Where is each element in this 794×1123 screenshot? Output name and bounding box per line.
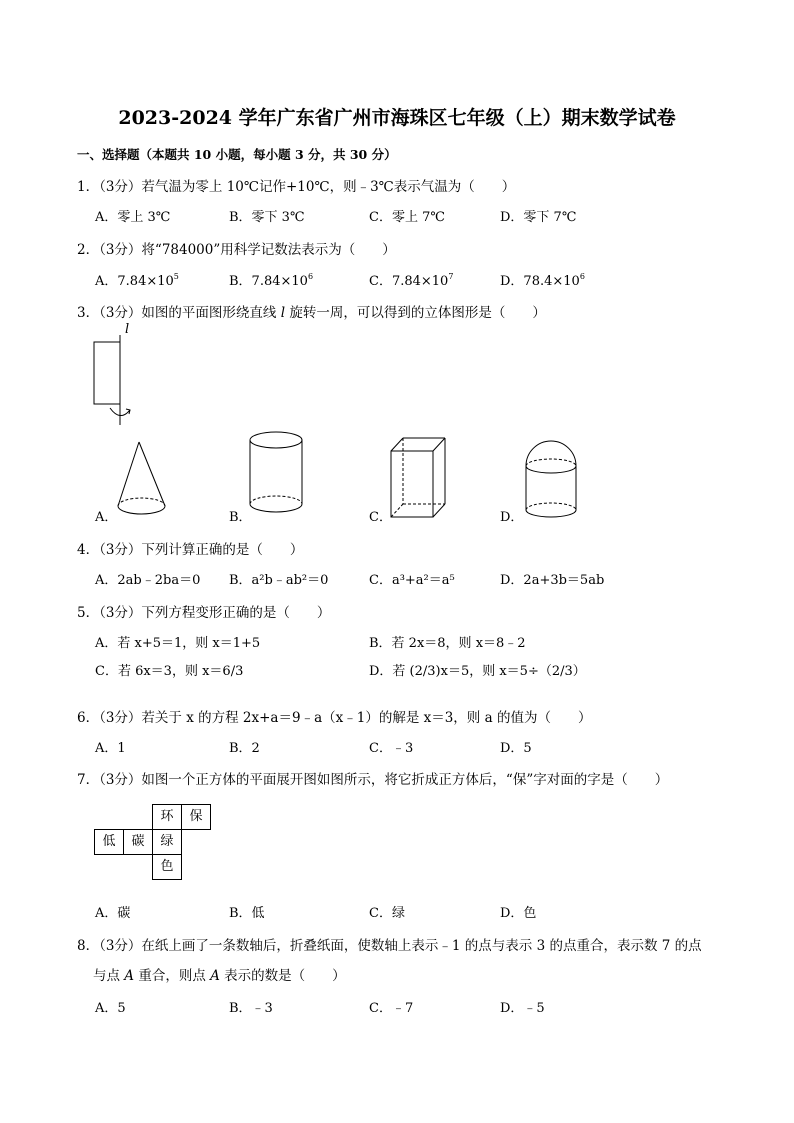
q6-option-d: D．5 bbox=[500, 741, 532, 756]
question-5-stem: 5．（3分）下列方程变形正确的是（ ） bbox=[77, 605, 331, 621]
q2-option-a: A．$7.84\times 10^5$ bbox=[95, 272, 179, 289]
q8-option-a: A．5 bbox=[95, 1001, 126, 1016]
q2-option-d: D．$78.4\times 10^6$ bbox=[500, 272, 585, 289]
net-cell-di: 低 bbox=[94, 829, 124, 855]
net-cell-bao: 保 bbox=[181, 804, 211, 830]
q1-option-a: A．零上 3℃ bbox=[95, 210, 171, 225]
q4-option-d: D．2a+3b＝5ab bbox=[500, 573, 605, 588]
net-cell-tan: 碳 bbox=[123, 829, 153, 855]
prism-figure bbox=[388, 436, 450, 521]
q4-option-a: A．2ab﹣2ba＝0 bbox=[95, 573, 201, 588]
q3-option-d: D． bbox=[500, 510, 524, 525]
cone-figure bbox=[115, 440, 175, 520]
q5-option-b: B．若 2x＝8，则 x＝8﹣2 bbox=[369, 636, 526, 651]
q7-option-b: B．低 bbox=[229, 906, 265, 921]
q5-option-a: A．若 x+5＝1，则 x＝1+5 bbox=[95, 636, 261, 651]
net-cell-lv: 绿 bbox=[152, 829, 182, 855]
q4-option-b: B．a²b﹣ab²＝0 bbox=[229, 573, 329, 588]
q8-option-c: C．﹣7 bbox=[369, 1001, 414, 1016]
q1-option-b: B．零下 3℃ bbox=[229, 210, 305, 225]
q2-option-b: B．$7.84\times 10^6$ bbox=[229, 272, 314, 289]
rotation-figure bbox=[90, 330, 140, 430]
question-8-stem-line1: 8．（3分）在纸上画了一条数轴后，折叠纸面，使数轴上表示﹣1 的点与表示 3 的点重合，表示数 7 的点 bbox=[77, 938, 702, 954]
question-1-stem: 1．（3分）若气温为零上 10℃记作+10℃，则﹣3℃表示气温为（ ） bbox=[77, 179, 516, 195]
q4-option-c: C．a³+a²＝a⁵ bbox=[369, 573, 455, 588]
section-heading: 一、选择题（本题共 10 小题，每小题 3 分，共 30 分） bbox=[77, 147, 397, 162]
question-7-stem: 7．（3分）如图一个正方体的平面展开图如图所示，将它折成正方体后，“保”字对面的字是（ ） bbox=[77, 772, 669, 788]
q5-option-d: D．若 (2/3)x＝5，则 x＝5÷（2/3） bbox=[369, 664, 586, 679]
question-2-stem: 2．（3分）将“784000”用科学记数法表示为（ ） bbox=[77, 242, 396, 258]
q8-option-d: D．﹣5 bbox=[500, 1001, 545, 1016]
q2-option-c: C．$7.84\times 10^7$ bbox=[369, 272, 454, 289]
q7-option-a: A．碳 bbox=[95, 906, 131, 921]
cylinder-figure bbox=[248, 430, 308, 520]
question-4-stem: 4．（3分）下列计算正确的是（ ） bbox=[77, 542, 304, 558]
q6-option-c: C．﹣3 bbox=[369, 741, 414, 756]
question-3-stem: 3．（3分）如图的平面图形绕直线 l 旋转一周，可以得到的立体图形是（ ） bbox=[77, 305, 546, 321]
q7-option-c: C．绿 bbox=[369, 906, 405, 921]
net-cell-se: 色 bbox=[152, 854, 182, 880]
q7-option-d: D．色 bbox=[500, 906, 537, 921]
q6-option-b: B．2 bbox=[229, 741, 260, 756]
q6-option-a: A．1 bbox=[95, 741, 126, 756]
question-6-stem: 6．（3分）若关于 x 的方程 2x+a＝9﹣a（x﹣1）的解是 x＝3，则 a 的值为（ ） bbox=[77, 710, 592, 726]
question-8-stem-line2: 与点 A 重合，则点 A 表示的数是（ ） bbox=[93, 968, 346, 984]
q8-option-b: B．﹣3 bbox=[229, 1001, 273, 1016]
q1-option-c: C．零上 7℃ bbox=[369, 210, 445, 225]
hemisphere-cylinder-figure bbox=[522, 438, 582, 520]
q3-option-b: B． bbox=[229, 510, 252, 525]
q1-option-d: D．零下 7℃ bbox=[500, 210, 577, 225]
page-title: 2023-2024 学年广东省广州市海珠区七年级（上）期末数学试卷 bbox=[118, 107, 676, 129]
q3-option-a: A． bbox=[95, 510, 118, 525]
axis-l-label: l bbox=[125, 322, 130, 337]
net-cell-huan: 环 bbox=[152, 804, 182, 830]
q3-option-c: C． bbox=[369, 510, 392, 525]
q5-option-c: C．若 6x＝3，则 x＝6/3 bbox=[95, 664, 244, 679]
